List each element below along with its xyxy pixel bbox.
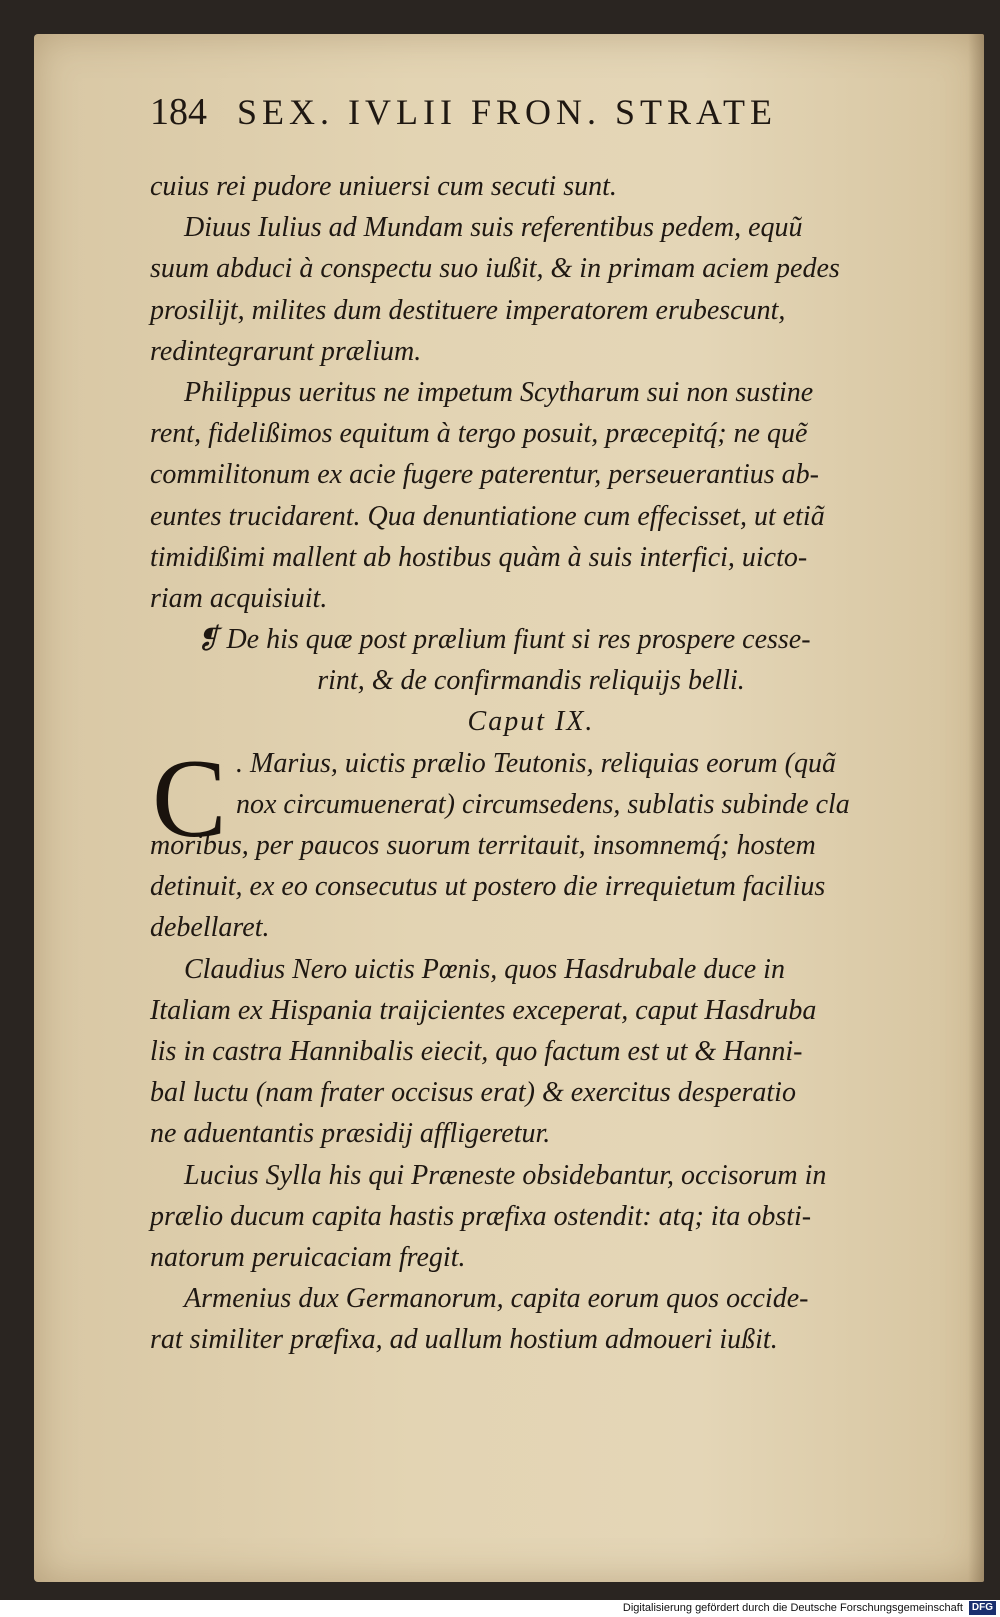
text-line: natorum peruicaciam fregit. [150,1241,466,1273]
digitization-footer [0,1600,1000,1617]
text-line: lis in castra Hannibalis eiecit, quo factum est ut & Hanni- [150,1035,803,1067]
text-line: redintegrarunt prælium. [150,335,422,367]
funding-notice: Digitalisierung gefördert durch die Deutsche Forschungsgemeinschaft [622,1602,963,1614]
dfg-logo[interactable]: DFG [969,1601,996,1615]
running-title: SEX. IVLII FRON. STRATE [237,92,778,132]
text-line: Diuus Iulius ad Mundam suis referentibus pedem, equũ [184,212,803,244]
text-line: timidißimi mallent ab hostibus quàm à suis interfici, uicto- [150,541,808,573]
chapter-opening [150,736,912,949]
text-line: euntes trucidarent. Qua denuntiatione cum effecisset, ut etiã [150,500,825,532]
page-body [150,166,912,1360]
text-line: bal luctu (nam frater occisus erat) & exercitus desperatio [150,1077,796,1109]
chapter-rubric-line: rint, & de confirmandis reliquijs belli. [317,665,745,697]
text-line: riam acquisiuit. [150,582,328,614]
page-number: 184 [150,91,207,133]
text-line: cuius rei pudore uniuersi cum secuti sunt. [150,171,617,202]
text-line: prosilijt, milites dum destituere imperatorem erubescunt, [150,294,786,326]
chapter-rubric-line: ❡ De his quæ post prælium fiunt si res prospere cesse- [196,624,811,656]
drop-cap-initial: C [152,736,227,861]
chapter-heading: Caput IX. [467,706,595,738]
text-line: ne aduentantis præsidij affligeretur. [150,1118,551,1150]
text-line: Claudius Nero uictis Pœnis, quos Hasdrubale duce in [184,953,785,985]
text-line: detinuit, ex eo consecutus ut postero die irrequietum facilius [150,871,826,903]
text-line: . Marius, uictis prælio Teutonis, reliquias eorum (quã [236,747,836,779]
text-line: moribus, per paucos suorum territauit, insomnemq́; hostem [150,830,816,861]
text-line: nox circumuenerat) circumsedens, sublatis subinde cla [236,788,850,820]
page-header [150,90,910,150]
text-line: Italiam ex Hispania traijcientes exceperat, caput Hasdruba [150,994,817,1026]
text-line: Armenius dux Germanorum, capita eorum quos occide- [184,1283,809,1315]
text-line: rent, fidelißimos equitum à tergo posuit, præcepitq́; ne quẽ [150,418,808,450]
text-line: debellaret. [150,912,270,944]
text-line: prælio ducum capita hastis præfixa ostendit: atq; ita obsti- [150,1200,812,1232]
text-line: Lucius Sylla his qui Præneste obsidebantur, occisorum in [184,1159,827,1191]
text-line: commilitonum ex acie fugere paterentur, perseuerantius ab- [150,459,820,491]
page-edge-shadow [968,34,984,1582]
text-line: Philippus ueritus ne impetum Scytharum sui non sustine [184,376,814,408]
text-line: rat similiter præfixa, ad uallum hostium admoueri iußit. [150,1324,778,1356]
text-line: suum abduci à conspectu suo iußit, & in primam aciem pedes [150,253,840,285]
